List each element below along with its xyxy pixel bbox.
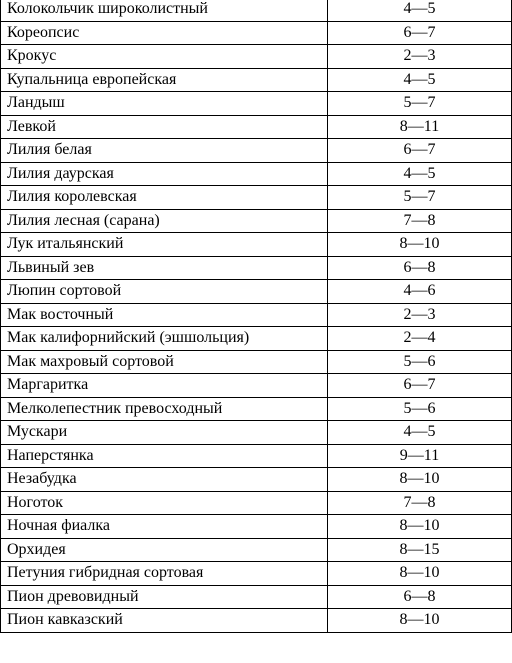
table-row [1, 186, 512, 210]
value-cell: 8—10 [328, 515, 512, 539]
plant-name-cell: Левкой [1, 115, 328, 139]
table-row [1, 209, 512, 233]
table-row [1, 515, 512, 539]
value-cell: 5—7 [328, 92, 512, 116]
plant-name-cell: Лилия даурская [1, 162, 328, 186]
value-cell: 4—5 [328, 162, 512, 186]
table-row [1, 468, 512, 492]
table-row [1, 609, 512, 633]
value-cell: 6—8 [328, 585, 512, 609]
value-cell: 6—7 [328, 139, 512, 163]
table-row [1, 115, 512, 139]
value-cell: 2—3 [328, 45, 512, 69]
value-cell: 6—7 [328, 374, 512, 398]
value-cell: 8—10 [328, 468, 512, 492]
value-cell: 8—15 [328, 538, 512, 562]
plant-name-cell: Лук итальянский [1, 233, 328, 257]
table-row [1, 45, 512, 69]
plant-name-cell: Маргаритка [1, 374, 328, 398]
plant-name-cell: Люпин сортовой [1, 280, 328, 304]
value-cell: 8—10 [328, 562, 512, 586]
plant-name-cell: Ночная фиалка [1, 515, 328, 539]
table-row [1, 280, 512, 304]
table-row [1, 350, 512, 374]
value-cell: 5—6 [328, 397, 512, 421]
plant-name-cell: Ноготок [1, 491, 328, 515]
value-cell: 2—4 [328, 327, 512, 351]
value-cell: 4—5 [328, 68, 512, 92]
table-row [1, 327, 512, 351]
plant-name-cell: Львиный зев [1, 256, 328, 280]
plant-name-cell: Орхидея [1, 538, 328, 562]
value-cell: 7—8 [328, 491, 512, 515]
plant-name-cell: Наперстянка [1, 444, 328, 468]
value-cell: 4—5 [328, 421, 512, 445]
table-row [1, 538, 512, 562]
table-row [1, 397, 512, 421]
table-row [1, 303, 512, 327]
table-row [1, 162, 512, 186]
plant-table-body [1, 0, 512, 632]
plant-name-cell: Незабудка [1, 468, 328, 492]
table-row [1, 444, 512, 468]
table-row [1, 233, 512, 257]
plant-name-cell: Мускари [1, 421, 328, 445]
table-row [1, 92, 512, 116]
plant-name-cell: Колокольчик широколистный [1, 0, 328, 21]
plant-name-cell: Лилия белая [1, 139, 328, 163]
table-row [1, 585, 512, 609]
table-row [1, 256, 512, 280]
table-row [1, 21, 512, 45]
table-row [1, 374, 512, 398]
table-row [1, 491, 512, 515]
table-row [1, 0, 512, 21]
plant-name-cell: Ландыш [1, 92, 328, 116]
plant-name-cell: Мелколепестник превосходный [1, 397, 328, 421]
value-cell: 6—8 [328, 256, 512, 280]
value-cell: 2—3 [328, 303, 512, 327]
plant-name-cell: Кореопсис [1, 21, 328, 45]
value-cell: 5—6 [328, 350, 512, 374]
plant-name-cell: Пион кавказский [1, 609, 328, 633]
plant-name-cell: Пион древовидный [1, 585, 328, 609]
table-row [1, 421, 512, 445]
value-cell: 5—7 [328, 186, 512, 210]
value-cell: 9—11 [328, 444, 512, 468]
value-cell: 6—7 [328, 21, 512, 45]
table-row [1, 139, 512, 163]
value-cell: 7—8 [328, 209, 512, 233]
plant-name-cell: Мак калифорнийский (эшшольция) [1, 327, 328, 351]
plant-name-cell: Мак махровый сортовой [1, 350, 328, 374]
table-row [1, 68, 512, 92]
table-row [1, 562, 512, 586]
value-cell: 4—5 [328, 0, 512, 21]
plant-name-cell: Мак восточный [1, 303, 328, 327]
plant-name-cell: Крокус [1, 45, 328, 69]
value-cell: 4—6 [328, 280, 512, 304]
plant-name-cell: Петуния гибридная сортовая [1, 562, 328, 586]
plant-name-cell: Лилия лесная (сарана) [1, 209, 328, 233]
value-cell: 8—10 [328, 233, 512, 257]
plant-name-cell: Лилия королевская [1, 186, 328, 210]
plant-name-cell: Купальница европейская [1, 68, 328, 92]
value-cell: 8—10 [328, 609, 512, 633]
value-cell: 8—11 [328, 115, 512, 139]
